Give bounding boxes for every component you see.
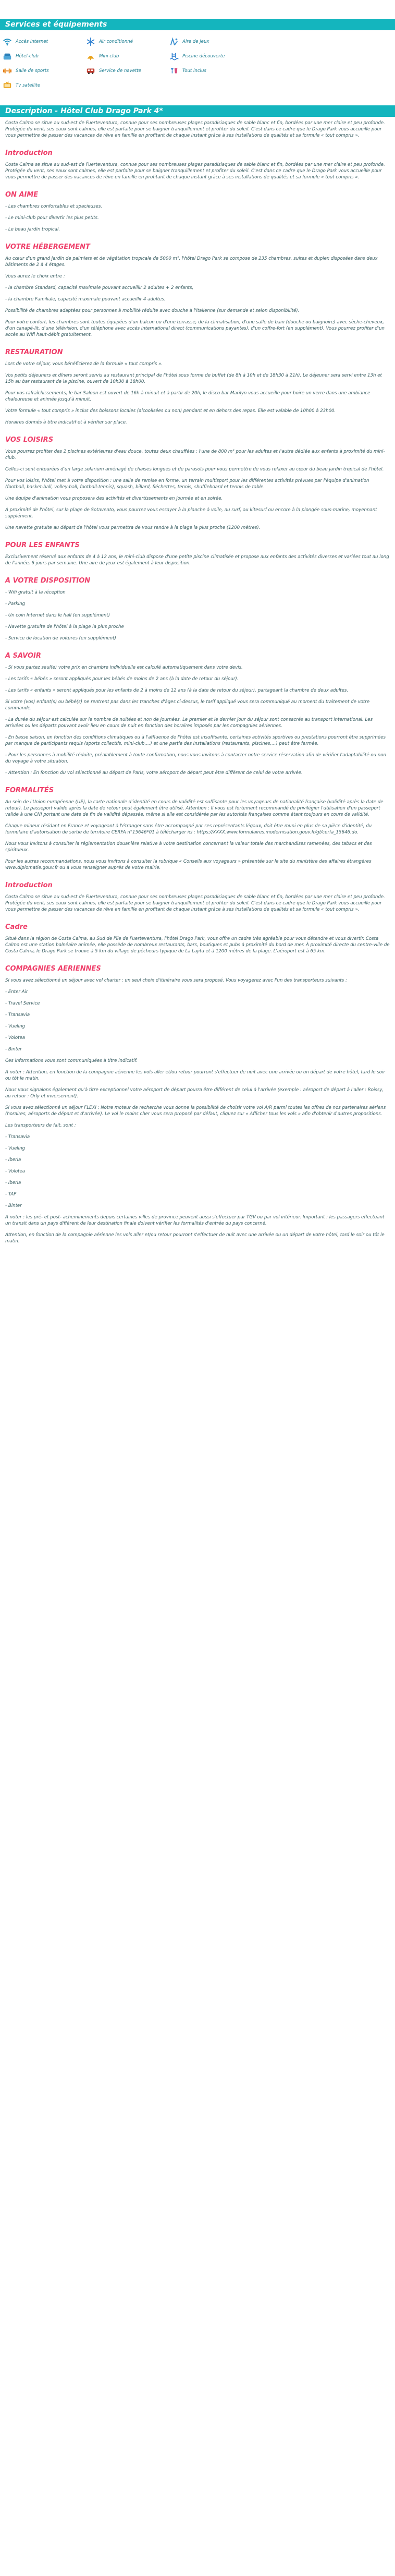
snowflake-icon — [86, 37, 95, 46]
amenity-hotel-club — [3, 51, 86, 62]
amenity-pool — [169, 51, 253, 62]
section-paragraph: - La durée du séjour est calculée sur le nombre de nuitées et non de journées. Le premier et le dernier jour du séjour sont consacrés au transport international. Les arrivées ou les départs pouvant avoir lieu en cours de nuit en fonction des horaires imposés par les compagnies aériennes. — [5, 717, 373, 729]
all-inclusive-icon — [169, 66, 179, 76]
pool-icon — [169, 52, 179, 61]
amenity-label: Service de navette — [99, 68, 142, 74]
section-paragraph: Lors de votre séjour, vous bénéficierez de la formule « tout compris ». — [5, 361, 163, 367]
shuttle-icon — [86, 66, 95, 76]
section-paragraph: - En basse saison, en fonction des conditions climatiques ou à l'affluence de l'hôtel est insuffisante, certaines activités sportives ou prestations pourront être supprimées par manque de participants requis (sports collectifs, mini-club,...) et une partie des installations (restaurants, piscines,...) peut être fermée. — [5, 735, 386, 746]
gym-icon — [3, 66, 12, 76]
section-paragraph: - Les tarifs « enfants » seront appliqués pour les enfants de 2 à moins de 12 ans (à la date de retour du séjour), partageant la chambre de deux adultes. — [5, 688, 349, 693]
section-heading: A SAVOIR — [5, 652, 41, 660]
section-paragraph: - Les chambres confortables et spacieuses. — [5, 204, 103, 209]
section-paragraph: Costa Calma se situe au sud-est de Fuerteventura, connue pour ses nombreuses plages paradisiaques de sable blanc et fin, bordées par une mer claire et peu profonde. Protégée du vent, ses eaux sont calmes, elle est parfaite pour se baigner tranquillement et profiter du soleil. C'est dans ce cadre que le Drago Park vous accueille pour vous permettre de passer des vacances de rêve en famille en profitant de chaque instant grâce à ses installations de qualités et sa formule « tout compris ». — [5, 162, 385, 180]
tv-icon — [3, 81, 12, 90]
section-paragraph: Pour vos rafraîchissements, le bar Saloon est ouvert de 16h à minuit et à partir de 20h, le disco bar Marilyn vous accueille pour boire un verre dans une ambiance chaleureuse et animée jusqu'à minuit. — [5, 391, 371, 402]
section-paragraph: Votre formule « tout compris » inclus des boissons locales (alcoolisées ou non) pendant et en dehors des repas. Elle est valable de 10h00 à 23h00. — [5, 408, 336, 414]
section-paragraph: - TAP — [5, 1192, 17, 1197]
amenity-mini-club — [86, 51, 169, 62]
section-paragraph: - Transavia — [5, 1012, 30, 1018]
services-header — [0, 19, 395, 30]
section-heading: COMPAGNIES AERIENNES — [5, 965, 101, 973]
section-paragraph: - Si vous partez seul(e) votre prix en chambre individuelle est calculé automatiquement dans votre devis. — [5, 665, 243, 670]
section-paragraph: Nous vous invitons à consulter la réglementation douanière relative à votre destination concernant la valeur totale des marchandises ramenées, des tabacs et des spiritueux. — [5, 841, 372, 853]
mini-club-icon — [86, 52, 95, 61]
amenity-label: Mini club — [99, 54, 119, 59]
section-paragraph: Si vous avez sélectionné un séjour FLEXI : Notre moteur de recherche vous donne la possibilité de choisir votre vol A/R parmi toutes les offres de nos partenaires aériens (horaires, aéroports de départ et d'arrivée). Le vol le moins cher vous sera proposé par défaut, cliquez sur « Afficher tous les vols » afin d'obtenir d'autres propositions. — [5, 1105, 386, 1117]
section-paragraph: Vos petits déjeuners et dîners seront servis au restaurant principal de l'hôtel sous forme de buffet (de 8h à 10h et de 18h30 à 21h). Le déjeuner sera servi entre 13h et 15h au bar restaurant de la piscine, ouvert de 10h30 à 18h00. — [5, 373, 382, 384]
description-header — [0, 105, 395, 117]
section-paragraph: Les transporteurs de fait, sont : — [5, 1123, 76, 1128]
amenity-tv — [3, 80, 86, 91]
section-heading: Cadre — [5, 923, 28, 931]
section-heading: VOTRE HÉBERGEMENT — [5, 243, 90, 251]
section-heading: Introduction — [5, 881, 53, 889]
section-paragraph: - Vueling — [5, 1146, 25, 1151]
amenity-internet — [3, 37, 86, 47]
amenity-gym — [3, 66, 86, 76]
section-paragraph: - Iberia — [5, 1180, 21, 1186]
section-heading: VOS LOISIRS — [5, 436, 54, 444]
section-paragraph: Costa Calma se situe au sud-est de Fuerteventura, connue pour ses nombreuses plages paradisiaques de sable blanc et fin, bordées par une mer claire et peu profonde. Protégée du vent, ses eaux sont calmes, elle est parfaite pour se baigner tranquillement et profiter du soleil. C'est dans ce cadre que le Drago Park vous accueille pour vous permettre de passer des vacances de rêve en famille en profitant de chaque instant grâce à ses installations de qualités et sa formule « tout compris ». — [5, 894, 385, 912]
section-heading: Introduction — [5, 149, 53, 157]
section-paragraph: - Un coin Internet dans le hall (en supplément) — [5, 613, 110, 618]
section-paragraph: Ces informations vous sont communiquées à titre indicatif. — [5, 1058, 138, 1063]
amenity-label: Salle de sports — [16, 68, 49, 74]
section-paragraph: - Binter — [5, 1047, 22, 1052]
amenity-label: Tout inclus — [182, 68, 206, 74]
amenity-label: Tv satellite — [16, 83, 41, 88]
section-paragraph: - Enter Air — [5, 989, 28, 995]
section-paragraph: Vous aurez le choix entre : — [5, 274, 65, 279]
section-heading: POUR LES ENFANTS — [5, 541, 80, 549]
section-paragraph: Si votre (vos) enfant(s) ou bébé(s) ne rentrent pas dans les tranches d'âges ci-dessus, le tarif appliqué vous sera communiqué au moment du traitement de votre commande. — [5, 699, 370, 711]
section-paragraph: - la chambre Familiale, capacité maximale pouvant accueillir 4 adultes. — [5, 297, 166, 302]
section-paragraph: À proximité de l'hôtel, sur la plage de Sotavento, vous pourrez vous essayer à la planche à voile, au surf, au kitesurf ou encore à la plongée sous-marine, moyennant supplément. — [5, 507, 377, 519]
section-paragraph: - Le mini-club pour divertir les plus petits. — [5, 215, 99, 221]
section-paragraph: Une navette gratuite au départ de l'hôtel vous permettra de vous rendre à la plage la plus proche (1200 mètres). — [5, 525, 261, 530]
amenity-label: Hôtel-club — [16, 54, 39, 59]
section-paragraph: Vous pourrez profiter des 2 piscines extérieures d'eau douce, toutes deux chauffées : l'une de 800 m² pour les adultes et l'autre dédiée aux enfants à proximité du mini-club. — [5, 449, 385, 461]
section-heading: FORMALITÉS — [5, 787, 54, 794]
section-paragraph: - Le beau jardin tropical. — [5, 227, 60, 232]
description-title: Description - Hôtel Club Drago Park 4* — [5, 107, 163, 115]
section-paragraph: Horaires donnés à titre indicatif et à vérifier sur place. — [5, 420, 127, 425]
description-content — [0, 117, 395, 1244]
section-paragraph: Attention, en fonction de la compagnie aérienne les vols aller et/ou retour pourront s'effectuer de nuit avec une arrivée ou un départ de votre hôtel, tard le soir ou tôt le matin. — [5, 1232, 385, 1244]
section-paragraph: - la chambre Standard, capacité maximale pouvant accueillir 2 adultes + 2 enfants, — [5, 285, 194, 291]
section-paragraph: Exclusivement réservé aux enfants de 4 à 12 ans, le mini-club dispose d'une petite piscine climatisée et propose aux enfants des activités diverses et variées tout au long de l'année, 6 jours par semaine. Une aire de jeux est également à leur disposition. — [5, 554, 389, 566]
section-heading: ON AIME — [5, 191, 39, 199]
amenities-grid — [0, 30, 395, 91]
intro-paragraph: Costa Calma se situe au sud-est de Fuerteventura, connue pour ses nombreuses plages paradisiaques de sable blanc et fin, bordées par une mer claire et peu profonde. Protégée du vent, ses eaux sont calmes, elle est parfaite pour se baigner tranquillement et profiter du soleil. C'est dans ce cadre que le Drago Park vous accueille pour vous permettre de passer des vacances de rêve en famille en profitant de chaque instant grâce à ses installations de qualités et sa formule « tout compris ». — [5, 120, 385, 138]
section-paragraph: - Parking — [5, 601, 26, 607]
section-paragraph: - Service de location de voitures (en supplément) — [5, 636, 116, 641]
section-paragraph: Nous vous signalons également qu'à titre exceptionnel votre aéroport de départ pourra être différent de celui à l'arrivée (exemple : aéroport de départ à l'aller : Roissy, au retour : Orly et inversement). — [5, 1087, 384, 1099]
section-paragraph: - Attention : En fonction du vol sélectionné au départ de Paris, votre aéroport de départ peut être différent de celui de votre arrivée. — [5, 770, 303, 776]
amenity-all-inclusive — [169, 66, 253, 76]
amenity-shuttle — [86, 66, 169, 76]
section-heading: A VOTRE DISPOSITION — [5, 577, 91, 585]
section-paragraph: Pour vos loisirs, l'hôtel met à votre disposition : une salle de remise en forme, un terrain multisport pour les différentes activités prévues par l'équipe d'animation (football, basket-ball, volley-ball, football-tennis), squash, billard, fléchettes, tennis, shuffleboard et tennis de table. — [5, 478, 369, 490]
section-paragraph: - Les tarifs « bébés » seront appliqués pour les bébés de moins de 2 ans (à la date de retour du séjour). — [5, 676, 239, 682]
amenity-label: Accès internet — [16, 39, 48, 44]
section-paragraph: A noter : les pré- et post- acheminements depuis certaines villes de province peuvent aussi s'effectuer par TGV ou par vol intérieur. Important : les passagers effectuant un transit dans un pays différent de leur destination finale doivent vérifier les formalités d'entrée du pays concerné. — [5, 1215, 385, 1226]
section-paragraph: Celles-ci sont entourées d'un large solarium aménagé de chaises longues et de parasols pour vous permettre de vous relaxer au cœur du beau jardin tropical de l'hôtel. — [5, 467, 384, 472]
section-paragraph: Au sein de l'Union européenne (UE), la carte nationale d'identité en cours de validité est suffisante pour les voyageurs de nationalité française (validité après la date de retour). Le passeport valide après la date de retour peut également être utilisé. Attention : Il vous est fortement recommandé de privilégier l'utilisation d'un passeport valide à une CNI portant une date de fin de validité dépassée, même si elle est considérée par les autorités françaises comme étant toujours en cours de validité. — [5, 800, 384, 817]
wifi-icon — [3, 37, 12, 46]
section-paragraph: Chaque mineur résidant en France et voyageant à l'étranger sans être accompagné par ses représentants légaux, doit être muni en plus de sa pièce d'identité, du formulaire d'autorisation de sortie de territoire CERFA n°15646*01 à télécharger ici : https://XXXX.www.formulaires.modernisation.gouv.fr/gf/cerfa_15646.do. — [5, 824, 372, 835]
amenity-playground — [169, 37, 253, 47]
section-paragraph: Une équipe d'animation vous proposera des activités et divertissements en journée et en soirée. — [5, 496, 223, 501]
amenity-air-conditioning — [86, 37, 169, 47]
section-paragraph: Au cœur d'un grand jardin de palmiers et de végétation tropicale de 5000 m², l'hôtel Drago Park se compose de 235 chambres, suites et duplex disposées dans deux bâtiments de 2 à 4 étages. — [5, 256, 378, 268]
section-paragraph: - Volotea — [5, 1035, 26, 1041]
section-paragraph: - Travel Service — [5, 1001, 40, 1006]
section-paragraph: Possibilité de chambres adaptées pour personnes à mobilité réduite avec douche à l'italienne (sur demande et selon disponibilité). — [5, 308, 300, 313]
section-paragraph: Si vous avez sélectionné un séjour avec vol charter : un seul choix d'itinéraire vous sera proposé. Vous voyagerez avec l'un des transporteurs suivants : — [5, 978, 347, 983]
section-paragraph: - Volotea — [5, 1169, 26, 1174]
section-paragraph: - Wifi gratuit à la réception — [5, 590, 66, 595]
hotel-club-icon — [3, 52, 12, 61]
section-paragraph: - Iberia — [5, 1157, 21, 1163]
section-paragraph: A noter : Attention, en fonction de la compagnie aérienne les vols aller et/ou retour pourront s'effectuer de nuit avec une arrivée ou un départ de votre hôtel, tard le soir ou tôt le matin. — [5, 1070, 385, 1081]
section-paragraph: - Pour les personnes à mobilité réduite, préalablement à toute confirmation, nous vous invitons à contacter notre service réservation afin de vérifier l'adaptabilité ou non du voyage à votre situation. — [5, 753, 386, 764]
section-paragraph: - Binter — [5, 1203, 22, 1208]
section-paragraph: Pour les autres recommandations, nous vous invitons à consulter la rubrique « Conseils aux voyageurs » présentée sur le site du ministère des affaires étrangères www.diplomatie.gouv.fr ou à vous renseigner auprès de votre mairie. — [5, 859, 372, 870]
section-paragraph: Pour votre confort, les chambres sont toutes équipées d'un balcon ou d'une terrasse, de la climatisation, d'une salle de bain (douche ou baignoire) avec sèche-cheveux, d'un canapé-lit, d'une télévision, d'un téléphone avec accès international direct (communications payantes), d'un coffre-fort (en supplément). Vous pourrez profiter d'un accès au Wifi haut-débit gratuitement. — [5, 320, 385, 337]
amenity-label: Air conditionné — [99, 39, 133, 44]
section-paragraph: - Transavia — [5, 1134, 30, 1140]
section-paragraph: Situé dans la région de Costa Calma, au Sud de l'île de Fuerteventura, l'hôtel Drago Park, vous offre un cadre très agréable pour vous détendre et vous divertir. Costa Calma est une station balnéaire animée, elle possède de nombreux restaurants, bars, boutiques et pubs à proximité du bord de mer. À proximité directe du centre-ville de Costa Calma, le Drago Park se trouve à 5 km du village de pêcheurs typique de La Lajita et à 1200 mètres de la plage. L'aéroport est à 65 km. — [5, 936, 390, 954]
services-title: Services et équipements — [5, 20, 107, 29]
playground-icon — [169, 37, 179, 46]
section-paragraph: - Vueling — [5, 1024, 25, 1029]
amenity-label: Piscine découverte — [182, 54, 225, 59]
section-heading: RESTAURATION — [5, 348, 63, 356]
section-paragraph: - Navette gratuite de l'hôtel à la plage la plus proche — [5, 624, 124, 630]
amenity-label: Aire de jeux — [182, 39, 209, 44]
